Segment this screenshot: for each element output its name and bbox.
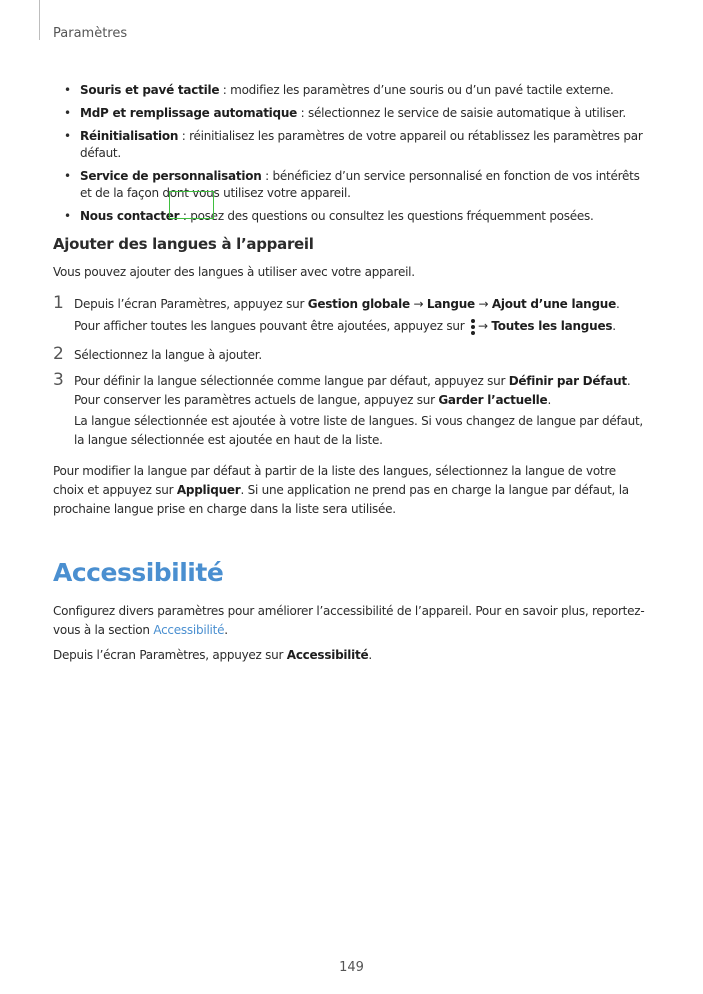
bullet-icon: • <box>64 83 71 97</box>
bullet-term: Service de personnalisation <box>80 169 262 183</box>
keep-current-label: Garder l’actuelle <box>438 393 548 407</box>
paragraph-text: . Si une application ne prend pas en charge la langue par défaut, la prochaine langue prise en charge dans la liste sera utilisée. <box>53 483 629 516</box>
bullet-desc: : posez des questions ou consultez les questions fréquemment posées. <box>179 209 594 223</box>
accessibility-instruction <box>53 646 648 665</box>
focus-highlight-box <box>169 191 214 219</box>
step-1 <box>53 295 648 336</box>
arrow: → <box>474 297 492 311</box>
step-text: . Pour conserver les paramètres actuels de langue, appuyez sur <box>74 374 631 407</box>
paragraph-text: . <box>368 648 372 662</box>
bullet-desc: : bénéficiez d’un service personnalisé en fonction de vos intérêts et de la façon dont vous utilisez votre appareil. <box>80 169 640 200</box>
paragraph-text: Pour modifier la langue par défaut à partir de la liste des langues, sélectionnez la langue de votre choix et appuyez sur <box>53 464 616 497</box>
step-text: Sélectionnez la langue à ajouter. <box>74 348 262 362</box>
set-default-label: Définir par Défaut <box>508 374 627 388</box>
settings-bullet-list <box>64 82 644 231</box>
accessibility-link[interactable]: Accessibilité <box>153 623 225 637</box>
bullet-desc: : sélectionnez le service de saisie automatique à utiliser. <box>297 106 626 120</box>
step-note: La langue sélectionnée est ajoutée à votre liste de langues. Si vous changez de langue par défaut, la langue sélectionnée est ajoutée en haut de la liste. <box>74 414 643 447</box>
step-number: 2 <box>53 344 64 364</box>
bullet-term: Souris et pavé tactile <box>80 83 220 97</box>
list-item <box>64 105 644 122</box>
paragraph-text: Depuis l’écran Paramètres, appuyez sur <box>53 648 287 662</box>
apply-label: Appliquer <box>176 483 241 497</box>
list-item <box>64 128 644 162</box>
languages-paragraph <box>53 462 648 519</box>
accessibility-menu-label: Accessibilité <box>286 648 369 662</box>
bullet-term: Nous contacter <box>80 209 180 223</box>
bullet-desc: : modifiez les paramètres d’une souris ou d’un pavé tactile externe. <box>219 83 614 97</box>
menu-path-language: Langue <box>426 297 475 311</box>
step-text: Depuis l’écran Paramètres, appuyez sur <box>74 297 308 311</box>
step-subtext: Pour afficher toutes les langues pouvant être ajoutées, appuyez sur <box>74 319 465 333</box>
paragraph-text: Configurez divers paramètres pour améliorer l’accessibilité de l’appareil. Pour en savoir plus, reportez-vous à la section <box>53 604 645 637</box>
bullet-icon: • <box>64 209 71 223</box>
menu-path-add-language: Ajout d’une langue <box>491 297 616 311</box>
bullet-desc: : réinitialisez les paramètres de votre appareil ou rétablissez les paramètres par défaut. <box>80 129 643 160</box>
page-number: 149 <box>339 960 364 975</box>
bullet-icon: • <box>64 106 71 120</box>
menu-path-all-languages: Toutes les langues <box>491 319 613 333</box>
list-item <box>64 82 644 99</box>
step-text: . <box>612 319 616 333</box>
bullet-icon: • <box>64 169 71 183</box>
step-text: Pour définir la langue sélectionnée comme langue par défaut, appuyez sur <box>74 374 509 388</box>
step-2 <box>53 346 648 365</box>
more-options-icon <box>470 319 476 335</box>
step-number: 3 <box>53 370 64 390</box>
languages-intro: Vous pouvez ajouter des langues à utiliser avec votre appareil. <box>53 265 415 279</box>
list-item <box>64 208 644 225</box>
step-text: . <box>547 393 552 407</box>
list-item <box>64 168 644 202</box>
step-text: . <box>616 297 620 311</box>
section-label: Paramètres <box>53 26 128 41</box>
header-rule <box>39 0 40 40</box>
bullet-icon: • <box>64 129 71 143</box>
bullet-term: Réinitialisation <box>80 129 179 143</box>
accessibility-heading: Accessibilité <box>53 558 224 587</box>
accessibility-paragraph <box>53 602 648 640</box>
paragraph-text: . <box>224 623 228 637</box>
arrow: → <box>478 319 492 333</box>
step-number: 1 <box>53 293 64 313</box>
step-3 <box>53 372 648 450</box>
arrow: → <box>409 297 427 311</box>
menu-path-global: Gestion globale <box>307 297 410 311</box>
languages-heading: Ajouter des langues à l’appareil <box>53 235 314 253</box>
bullet-term: MdP et remplissage automatique <box>80 106 298 120</box>
